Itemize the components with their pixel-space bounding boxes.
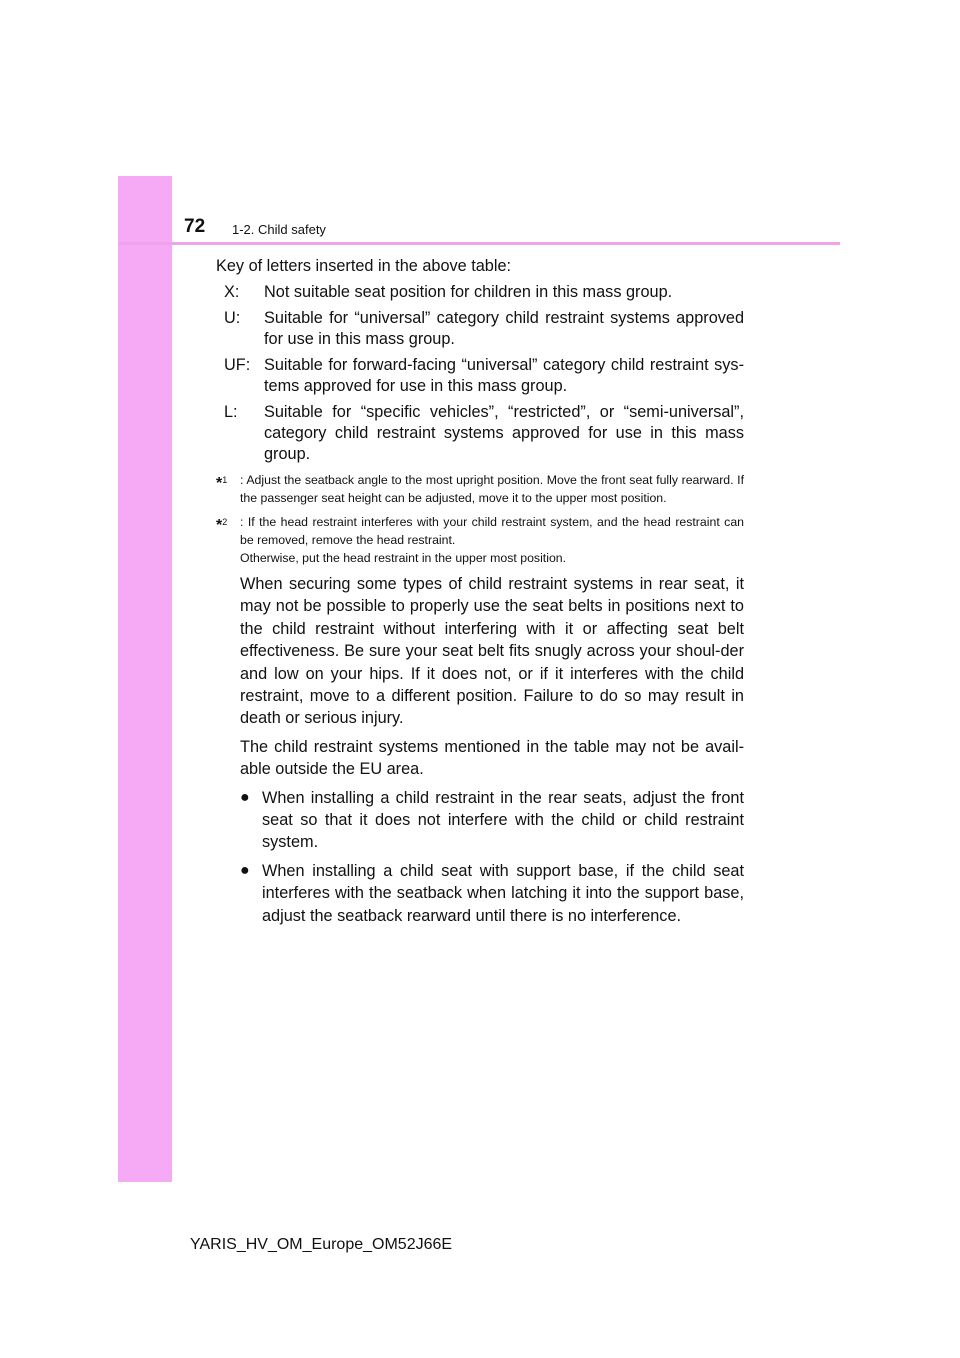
paragraph: The child restraint systems mentioned in the table may not be avail-able outside the EU area. bbox=[240, 737, 744, 779]
key-letter: UF: bbox=[224, 356, 251, 374]
bullet-item bbox=[240, 860, 744, 927]
key-text: Suitable for forward-facing “universal” category child restraint sys-tems approved for use in this mass group. bbox=[264, 356, 744, 395]
key-letter: U: bbox=[224, 309, 241, 327]
section-title: 1-2. Child safety bbox=[232, 222, 326, 237]
footnote-text: : Adjust the seatback angle to the most upright position. Move the front seat fully rearward. If the passenger seat height can be adjusted, move it to the upper most position. bbox=[240, 473, 744, 505]
body-block bbox=[216, 573, 744, 927]
key-item bbox=[216, 355, 744, 397]
footnote-text: : If the head restraint interferes with your child restraint system, and the head restraint can be removed, remove the head restraint. Otherwise, put the head restraint in the upper most position. bbox=[240, 515, 744, 565]
footnote-marker: *$^2$ bbox=[216, 517, 228, 535]
key-item bbox=[216, 402, 744, 465]
page-number: 72 bbox=[184, 216, 206, 237]
footnote bbox=[216, 471, 744, 507]
bullet-text: When installing a child seat with support base, if the child seat interferes with the seatback when latching it into the support base, adjust the seatback rearward until there is no interference. bbox=[262, 861, 744, 925]
paragraph: When securing some types of child restraint systems in rear seat, it may not be possible to properly use the seat belts in positions next to the child restraint without interfering with it or affecting seat belt effectiveness. Be sure your seat belt fits snugly across your shoul-der and low on your hips. If it does not, or if it interferes with the child restraint, move to a different position. Failure to do so may result in death or serious injury. bbox=[240, 575, 744, 728]
key-text: Suitable for “universal” category child restraint systems approved for use in this mass group. bbox=[264, 309, 744, 348]
key-letter: X: bbox=[224, 283, 240, 301]
key-item bbox=[216, 282, 744, 303]
sidebar-bar bbox=[118, 176, 172, 1182]
key-letter: L: bbox=[224, 403, 238, 421]
bullet-item bbox=[240, 787, 744, 854]
key-text: Suitable for “specific vehicles”, “restricted”, or “semi-universal”, category child restraint systems approved for use in this mass group. bbox=[264, 403, 744, 463]
key-title: Key of letters inserted in the above table: bbox=[216, 257, 512, 275]
bullet-text: When installing a child restraint in the rear seats, adjust the front seat so that it does not interfere with the child or child restraint system. bbox=[262, 788, 744, 852]
footnote bbox=[216, 513, 744, 567]
key-text: Not suitable seat position for children in this mass group. bbox=[264, 283, 673, 301]
footnote-marker: *$^1$ bbox=[216, 475, 228, 493]
bullet-icon: ● bbox=[240, 861, 250, 879]
page-content bbox=[216, 256, 744, 933]
bullet-icon: ● bbox=[240, 788, 250, 806]
header-divider bbox=[118, 242, 840, 245]
key-item bbox=[216, 308, 744, 350]
document-code: YARIS_HV_OM_Europe_OM52J66E bbox=[190, 1236, 453, 1253]
